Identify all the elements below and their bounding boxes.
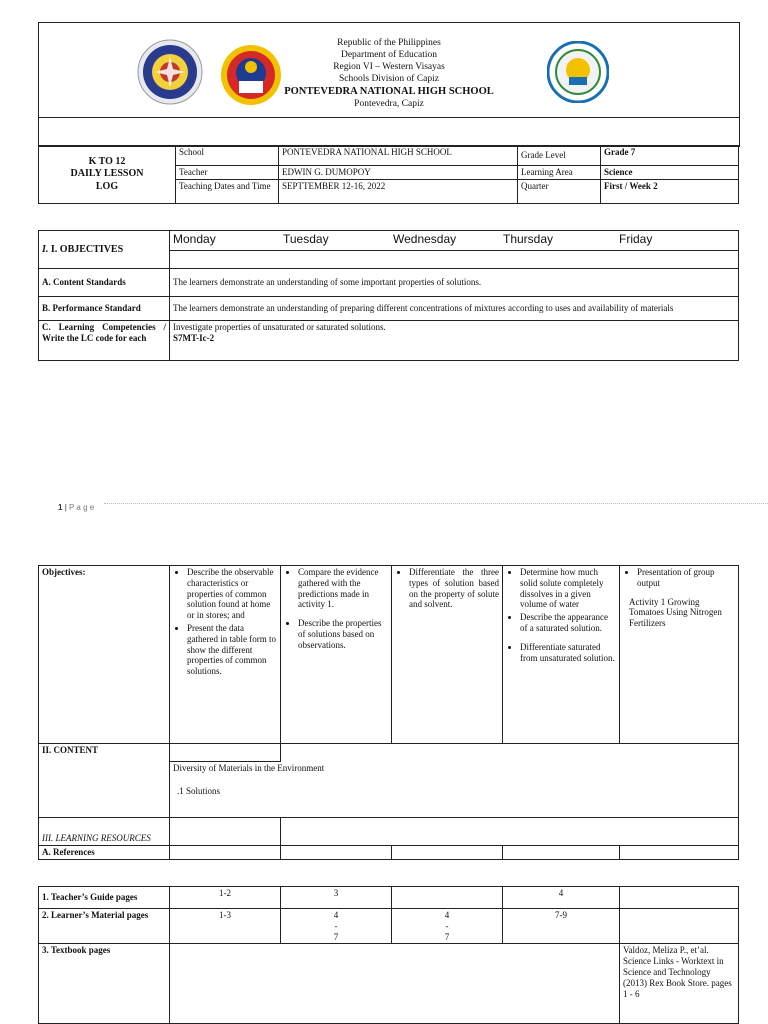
friday-objective: • Presentation of group output <box>637 567 735 589</box>
monday-objectives <box>170 566 281 744</box>
lm-tuesday: 4 - 7 <box>281 909 392 944</box>
friday-objectives <box>620 566 739 744</box>
tg-thursday: 4 <box>503 887 620 909</box>
references-cell-wednesday <box>392 846 503 860</box>
school-label: School <box>176 146 279 166</box>
objectives-table <box>38 230 739 361</box>
day-monday: Monday <box>170 231 281 251</box>
references-cell-monday <box>170 846 281 860</box>
objectives-heading: I. I. OBJECTIVES <box>39 231 170 269</box>
day-tuesday: Tuesday <box>280 231 390 251</box>
references-cell-friday <box>620 846 739 860</box>
monday-objective: • Describe the observable characteristics or properties of common solution found at home or in stores; and <box>187 567 277 621</box>
tg-friday <box>620 887 739 909</box>
performance-standard-label: B. Performance Standard <box>39 297 170 321</box>
tuesday-objective: • Compare the evidence gathered with the predictions made in activity 1. <box>298 567 388 610</box>
page-number-value: 1 <box>58 503 63 512</box>
tuesday-objective: • Describe the properties of solutions based on observations. <box>298 618 388 650</box>
header-line-3: Region VI – Western Visayas <box>333 62 445 72</box>
tuesday-objectives <box>281 566 392 744</box>
lm-thursday: 7-9 <box>503 909 620 944</box>
dll-title-line-2: DAILY LESSON <box>70 168 144 180</box>
teachers-guide-label: 1. Teacher’s Guide pages <box>39 887 170 909</box>
header-strip <box>38 116 740 147</box>
dates-value: SEPTTEMBER 12-16, 2022 <box>279 180 518 204</box>
tg-wednesday <box>392 887 503 909</box>
area-label: Learning Area <box>518 166 601 180</box>
grade-label: Grade Level <box>518 146 601 166</box>
quarter-label: Quarter <box>518 180 601 204</box>
textbook-friday <box>620 944 739 1024</box>
content-label: II. CONTENT <box>39 744 170 818</box>
content-cell-monday <box>170 744 281 762</box>
thursday-objective: • Differentiate saturated from unsaturated solution. <box>520 642 616 664</box>
competencies-value <box>170 321 739 361</box>
resources-cell-monday <box>170 818 281 846</box>
objectives-row-label: Objectives: <box>39 566 170 744</box>
dll-info-table <box>38 145 739 204</box>
teacher-label: Teacher <box>176 166 279 180</box>
content-standards-label: A. Content Standards <box>39 269 170 297</box>
page-divider <box>104 503 768 504</box>
header-line-4: Schools Division of Capiz <box>338 74 439 84</box>
resources-label: III. LEARNING RESOURCES <box>39 818 170 846</box>
references-label: A. References <box>39 846 170 860</box>
references-table <box>38 886 739 1024</box>
tg-tuesday: 3 <box>281 887 392 909</box>
school-header <box>38 22 740 118</box>
references-cell-tuesday <box>281 846 392 860</box>
teacher-value: EDWIN G. DUMOPOY <box>279 166 518 180</box>
content-subtopic: .1 Solutions <box>177 785 221 796</box>
school-location: Pontevedra, Capiz <box>354 99 424 109</box>
page-number <box>58 503 94 512</box>
friday-activity: Activity 1 Growing Tomatoes Using Nitrogen Fertilizers <box>629 596 722 629</box>
competency-code: S7MT-Ic-2 <box>173 332 215 343</box>
content-cell-rest <box>281 744 739 762</box>
dll-title <box>39 146 176 204</box>
textbook-blank <box>170 944 620 1024</box>
school-name: PONTEVEDRA NATIONAL HIGH SCHOOL <box>284 86 494 97</box>
content-standards-value: The learners demonstrate an understanding of some important properties of solutions. <box>170 269 739 297</box>
wednesday-objective: • Differentiate the three types of solution based on the property of solute and solvent. <box>409 567 499 610</box>
grade-value: Grade 7 <box>601 146 739 166</box>
day-thursday: Thursday <box>500 231 616 251</box>
wednesday-objectives <box>392 566 503 744</box>
monday-objective: • Present the data gathered in table form to show the different properties of common solutions. <box>187 623 277 677</box>
day-wednesday: Wednesday <box>390 231 500 251</box>
performance-standard-value: The learners demonstrate an understanding of preparing different concentrations of mixtures according to uses and availability of materials <box>170 297 739 321</box>
competency-text: Investigate properties of unsaturated or saturated solutions. <box>173 322 386 332</box>
textbook-label: 3. Textbook pages <box>39 944 170 1024</box>
objectives-blank-row <box>170 251 739 269</box>
area-value: Science <box>601 166 739 180</box>
lm-wednesday: 4 - 7 <box>392 909 503 944</box>
quarter-value: First / Week 2 <box>601 180 739 204</box>
textbook-pages: 1 - 6 <box>623 988 640 999</box>
daily-objectives-table <box>38 565 739 860</box>
dates-label: Teaching Dates and Time <box>176 180 279 204</box>
content-value <box>170 762 739 818</box>
references-cell-thursday <box>503 846 620 860</box>
objectives-heading-text: I. OBJECTIVES <box>50 243 124 255</box>
page-number-separator: | <box>64 503 67 512</box>
dll-title-line-3: LOG <box>95 180 119 192</box>
content-topic: Diversity of Materials in the Environment <box>173 763 325 773</box>
resources-cell-rest <box>281 818 739 846</box>
header-line-2: Department of Education <box>340 50 438 60</box>
day-friday: Friday <box>616 231 739 251</box>
learners-material-label: 2. Learner’s Material pages <box>39 909 170 944</box>
dll-title-line-1: K TO 12 <box>88 155 126 167</box>
competencies-label: C. Learning Competencies / Write the LC code for each <box>39 321 170 361</box>
header-line-1: Republic of the Philippines <box>337 38 441 48</box>
lm-monday: 1-3 <box>170 909 281 944</box>
page-word: P a g e <box>69 503 95 512</box>
lm-friday <box>620 909 739 944</box>
textbook-citation: Valdoz, Meliza P., et’al. Science Links - Worktext in Science and Technology (2013) Rex Book Store. pages <box>623 945 732 988</box>
thursday-objectives <box>503 566 620 744</box>
school-value: PONTEVEDRA NATIONAL HIGH SCHOOL <box>279 146 518 166</box>
thursday-objective: • Describe the appearance of a saturated solution. <box>520 612 616 634</box>
tg-monday: 1-2 <box>170 887 281 909</box>
thursday-objective: • Determine how much solid solute completely dissolves in a given volume of water <box>520 567 616 610</box>
